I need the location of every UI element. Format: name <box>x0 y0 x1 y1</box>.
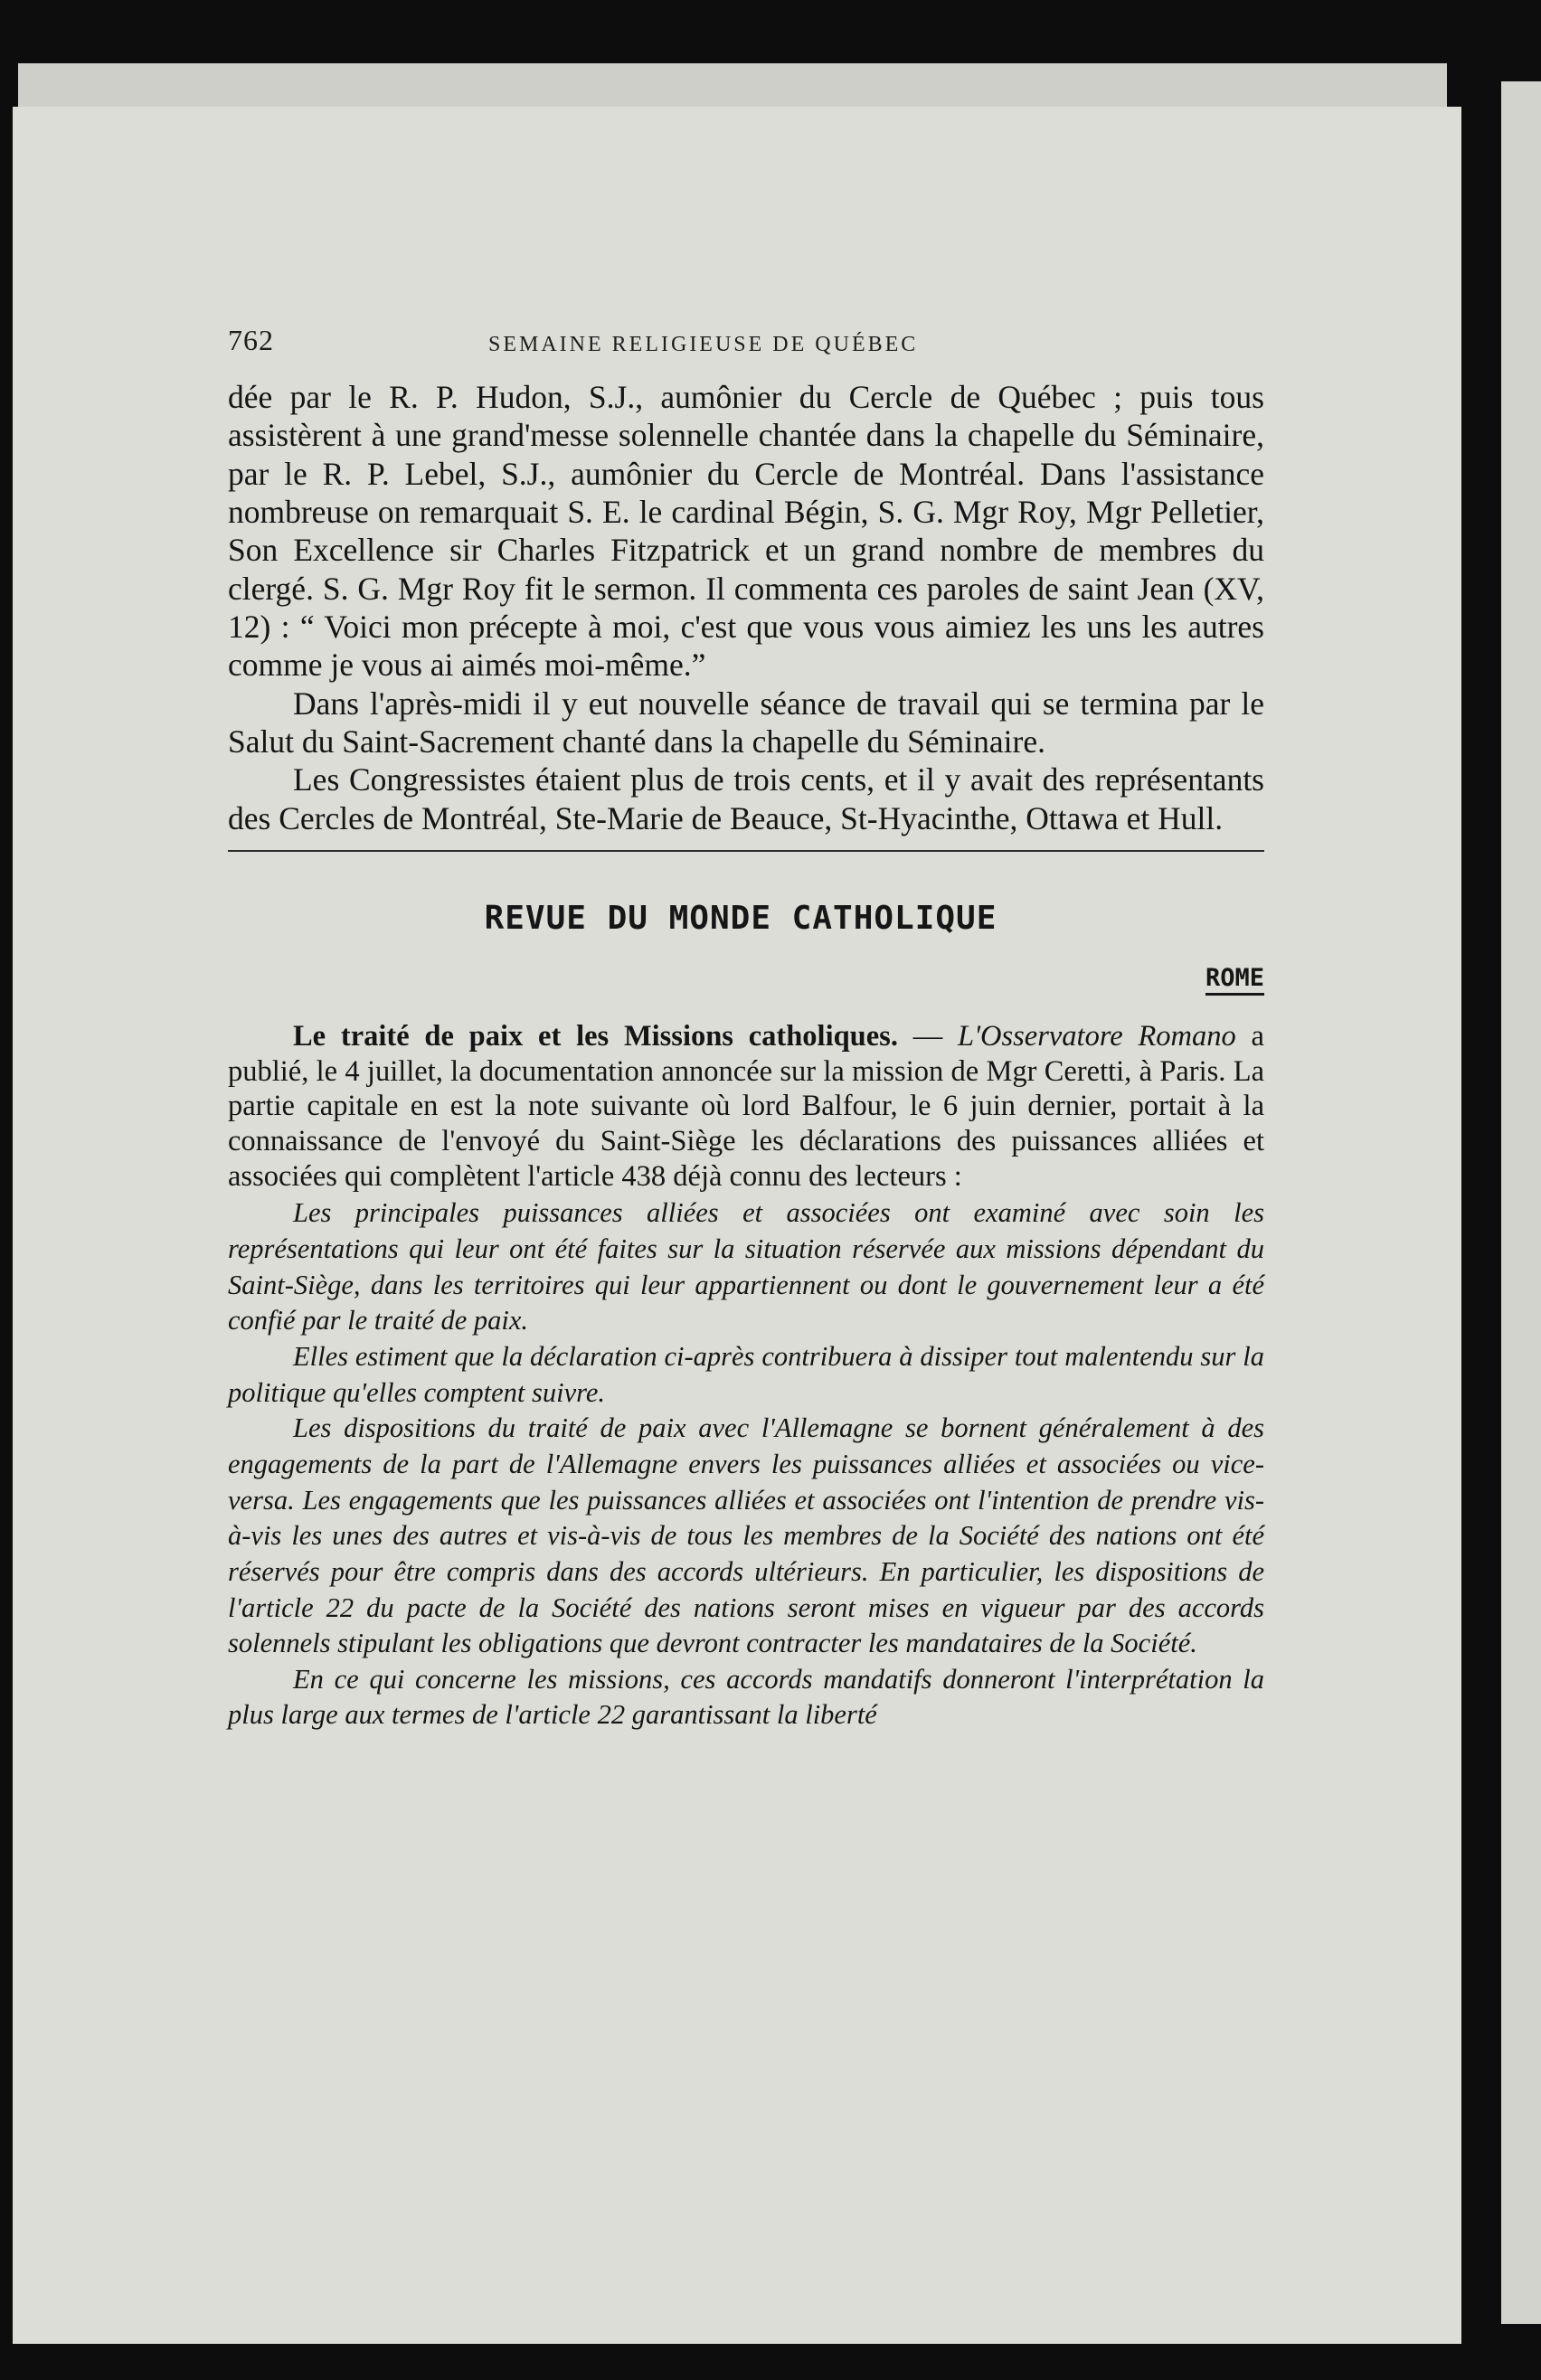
page-content <box>217 324 1264 1733</box>
article <box>228 1019 1264 1194</box>
subsection-heading <box>217 964 1264 992</box>
page-number: 762 <box>228 324 274 356</box>
journal-title: SEMAINE RELIGIEUSE DE QUÉBEC <box>488 333 919 356</box>
paragraph: Les Congressistes étaient plus de trois cents, et il y avait des représentants des Cercles de Montréal, Ste-Marie de Beauce, St-Hyacinthe, Ottawa et Hull. <box>228 761 1264 836</box>
article-source: L'Osservatore Romano <box>958 1020 1236 1053</box>
document-page <box>13 107 1461 2344</box>
article-dash: — <box>897 1020 958 1053</box>
article-text: a publié, le 4 juillet, la documentation annoncée sur la mission de Mgr Ceretti, à Paris. La partie capitale en est la note suivante où lord Balfour, le 6 juin dernier, portait à la connaissance de l'envoyé du Saint-Siège les déclarations des puissances alliées et associées qui complètent l'article 438 déjà connu des lecteurs : <box>228 1020 1264 1193</box>
running-head <box>217 324 1264 378</box>
quote-paragraph: Elles estiment que la déclaration ci-après contribuera à dissiper tout malentendu sur la politique qu'elles comptent suivre. <box>228 1341 1264 1408</box>
article-intro <box>228 1019 1264 1194</box>
paragraph: Dans l'après-midi il y eut nouvelle séance de travail qui se termina par le Salut du Saint-Sacrement chanté dans la chapelle du Séminaire. <box>228 685 1264 760</box>
section-divider <box>228 850 1264 853</box>
paragraph-continuation: dée par le R. P. Hudon, S.J., aumônier du Cercle de Québec ; puis tous assistèrent à une grand'messe solennelle chantée dans la chapelle du Séminaire, par le R. P. Lebel, S.J., aumônier du Cercle de Montréal. Dans l'assistance nombreuse on remarquait S. E. le cardinal Bégin, S. G. Mgr Roy, Mgr Pelletier, Son Excellence sir Charles Fitzpatrick et un grand nombre de membres du clergé. S. G. Mgr Roy fit le sermon. Il commenta ces paroles de saint Jean (XV, 12) : “ Voici mon précepte à moi, c'est que vous vous aimiez les uns les autres comme je vous ai aimés moi-même.” <box>228 379 1264 684</box>
subsection-label: ROME <box>1205 964 1264 996</box>
section-title: REVUE DU MONDE CATHOLIQUE <box>484 900 997 938</box>
quote-paragraph: En ce qui concerne les missions, ces accords mandatifs donneront l'interprétation la plus large aux termes de l'article 22 garantissant la liberté <box>228 1663 1264 1731</box>
body-text <box>228 378 1264 837</box>
quoted-declaration <box>228 1195 1264 1733</box>
adjacent-page-edge <box>1501 81 1541 2324</box>
article-lead: Le traité de paix et les Missions catholiques. <box>293 1020 898 1053</box>
quote-paragraph: Les principales puissances alliées et associées ont examiné avec soin les représentations qui leur ont été faites sur la situation réservée aux missions dépendant du Saint-Siège, dans les territoires qui leur appartiennent ou dont le gouvernement leur a été confié par le traité de paix. <box>228 1197 1264 1336</box>
quote-paragraph: Les dispositions du traité de paix avec l'Allemagne se bornent généralement à des engagements de la part de l'Allemagne envers les puissances alliées et associées ou vice-versa. Les engagements que les puissances alliées et associées ont l'intention de prendre vis-à-vis les unes des autres et vis-à-vis de tous les membres de la Société des nations ont été réservés pour être compris dans des accords ultérieurs. En particulier, les dispositions de l'article 22 du pacte de la Société des nations seront mises en vigueur par des accords solennels stipulant les obligations que devront contracter les mandataires de la Société. <box>228 1412 1264 1659</box>
